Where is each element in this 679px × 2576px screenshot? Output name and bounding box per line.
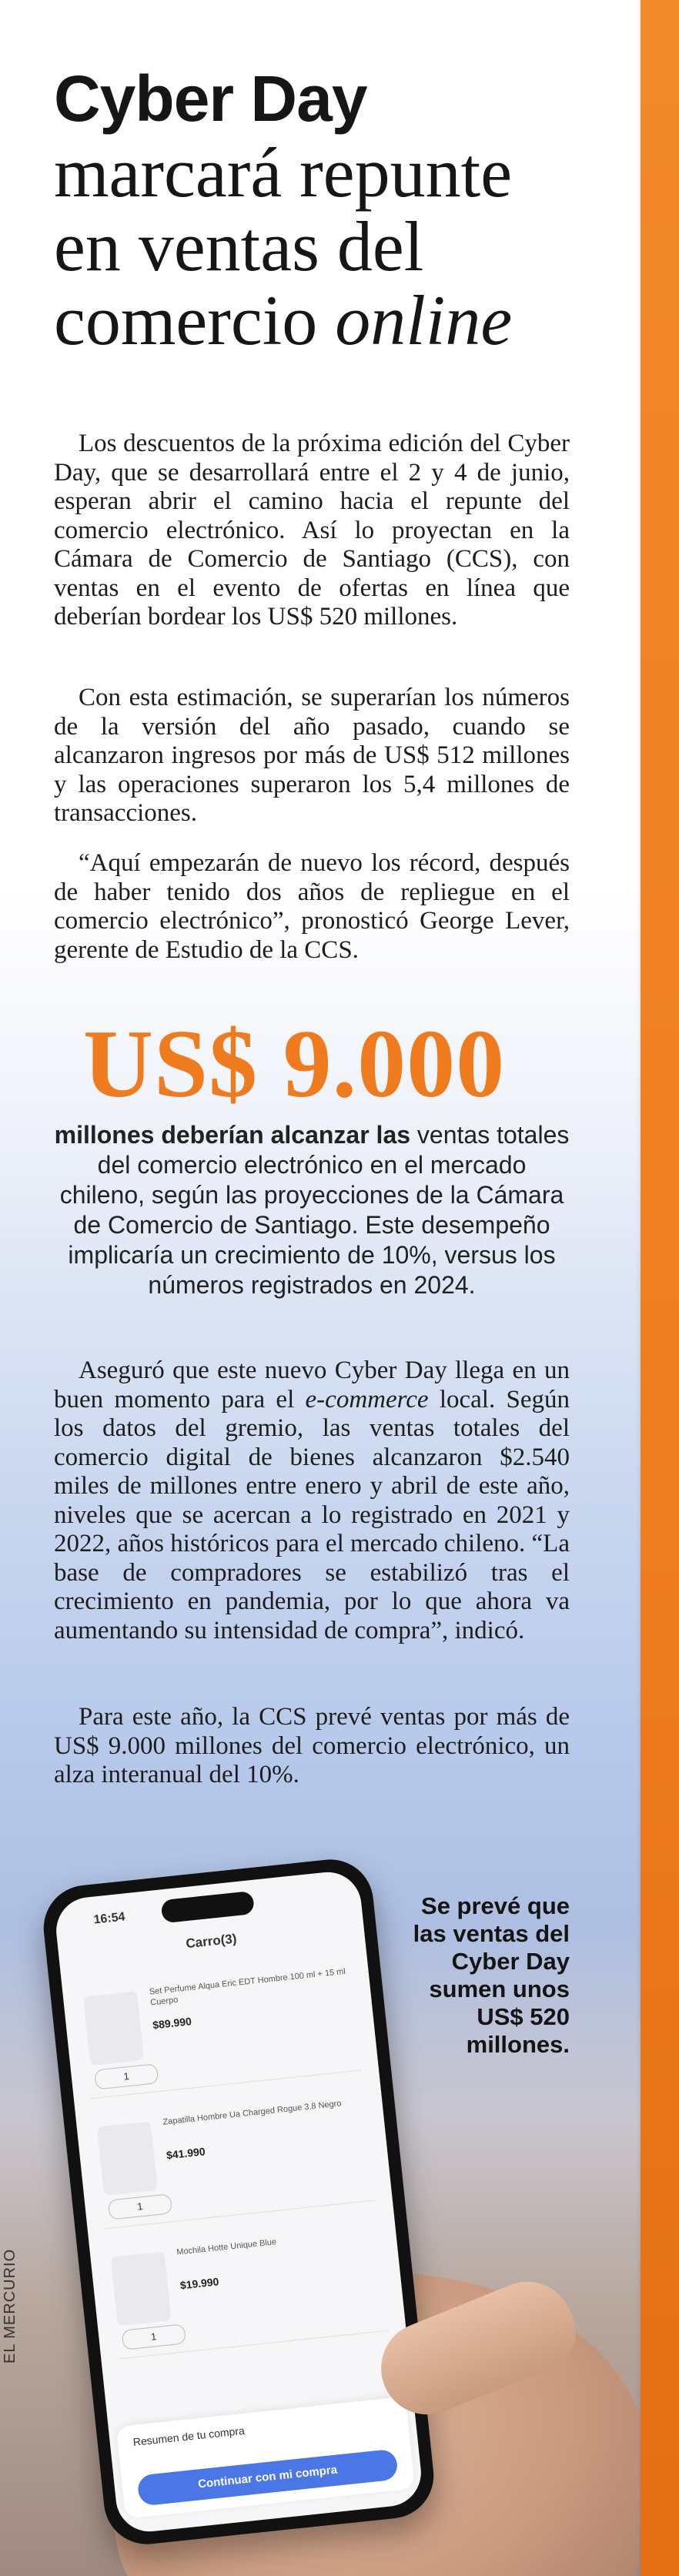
product-name: Set Perfume Alqua Eric EDT Hombre 100 ml + 15 ml Cuerpo xyxy=(149,1966,346,2008)
quantity-stepper[interactable]: 1 xyxy=(108,2193,172,2220)
product-price: $41.990 xyxy=(166,2145,206,2162)
highlight-figure: US$ 9.000 xyxy=(83,1011,506,1118)
status-time: 16:54 xyxy=(92,1910,126,1927)
paragraph-4-part-2: local. Según los datos del gremio, las ventas totales del comercio digital de bienes alcanzaron $2.540 miles de millones entre enero y abril de este año, niveles que se acercan a lo registrado en 2021 y 2022, años históricos para el mercado chileno. “La base de compradores se estabilizó tras el crecimiento en pandemia, por lo que ahora va aumentando su intensidad de compra”, indicó. xyxy=(54,1385,570,1644)
product-name: Mochila Hotte Unique Blue xyxy=(176,2237,277,2257)
product-price: $19.990 xyxy=(179,2275,220,2292)
product-thumbnail xyxy=(111,2251,172,2326)
product-name: Zapatilla Hombre Ua Charged Rogue 3.8 Negro xyxy=(162,2099,342,2127)
cart-item xyxy=(92,2085,376,2229)
headline xyxy=(54,62,608,360)
photo-credit: EL MERCURIO xyxy=(2,2248,18,2364)
highlight-callout xyxy=(54,1120,570,1300)
headline-line-2: marcará repunte xyxy=(54,133,513,212)
paragraph-4 xyxy=(54,1357,570,1645)
summary-label: Resumen de tu compra xyxy=(132,2424,246,2448)
paragraph-1: Los descuentos de la próxima edición del Cyber Day, que se desarrollará entre el 2 y 4 de junio, esperan abrir el camino hacia el repunte del comercio electrónico. Así lo proyectan en la Cámara de Comercio de Santiago (CCS), con ventas en el evento de ofertas en línea que deberían bordear los US$ 520 millones. xyxy=(54,430,570,631)
quantity-stepper[interactable]: 1 xyxy=(122,2323,186,2350)
purchase-summary xyxy=(116,2397,415,2519)
phone-screen xyxy=(53,1868,424,2534)
photo-caption: Se prevé que las ventas del Cyber Day sumen unos US$ 520 millones. xyxy=(413,1892,570,2058)
callout-bold-lead: millones deberían alcanzar las xyxy=(54,1121,411,1149)
headline-line-1: Cyber Day xyxy=(54,62,367,135)
product-thumbnail xyxy=(97,2121,158,2196)
cart-item xyxy=(106,2215,390,2359)
headline-line-3: en ventas del xyxy=(54,207,424,286)
paragraph-3: “Aquí empezarán de nuevo los récord, después de haber tenido dos años de repliegue en el comercio electrónico”, pronosticó George Lever, gerente de Estudio de la CCS. xyxy=(54,849,570,964)
paragraph-4-part-1: Aseguró que este nuevo Cyber Day llega en un buen momento para el xyxy=(54,1357,570,1413)
callout-rest: ventas totales del comercio electrónico en el mercado chileno, según las proyecciones de la Cámara de Comercio de Santiago. Este desempeño implicaría un crecimiento de 10%, versus los números registrados en 2024. xyxy=(59,1121,570,1299)
quantity-stepper[interactable]: 1 xyxy=(94,2063,159,2089)
continue-purchase-button[interactable]: Continuar con mi compra xyxy=(136,2448,398,2506)
headline-line-4-plain: comercio xyxy=(54,281,336,360)
smartphone xyxy=(39,1855,438,2548)
product-price: $89.990 xyxy=(152,2015,192,2032)
product-thumbnail xyxy=(83,1991,144,2066)
paragraph-2: Con esta estimación, se superarían los números de la versión del año pasado, cuando se alcanzaron ingresos por más de US$ 512 millones y las operaciones superaron los 5,4 millones de transacciones. xyxy=(54,684,570,827)
paragraph-4-italic: e-commerce xyxy=(305,1385,429,1413)
cart-item xyxy=(79,1955,362,2099)
headline-line-4-italic: online xyxy=(335,281,513,360)
cart-title: Carro(3) xyxy=(185,1931,238,1952)
orange-side-bar xyxy=(641,0,679,2576)
phone-notch xyxy=(161,1891,255,1923)
paragraph-5: Para este año, la CCS prevé ventas por más de US$ 9.000 millones del comercio electrónico, un alza interanual del 10%. xyxy=(54,1703,570,1788)
headline-line-4 xyxy=(54,281,608,360)
